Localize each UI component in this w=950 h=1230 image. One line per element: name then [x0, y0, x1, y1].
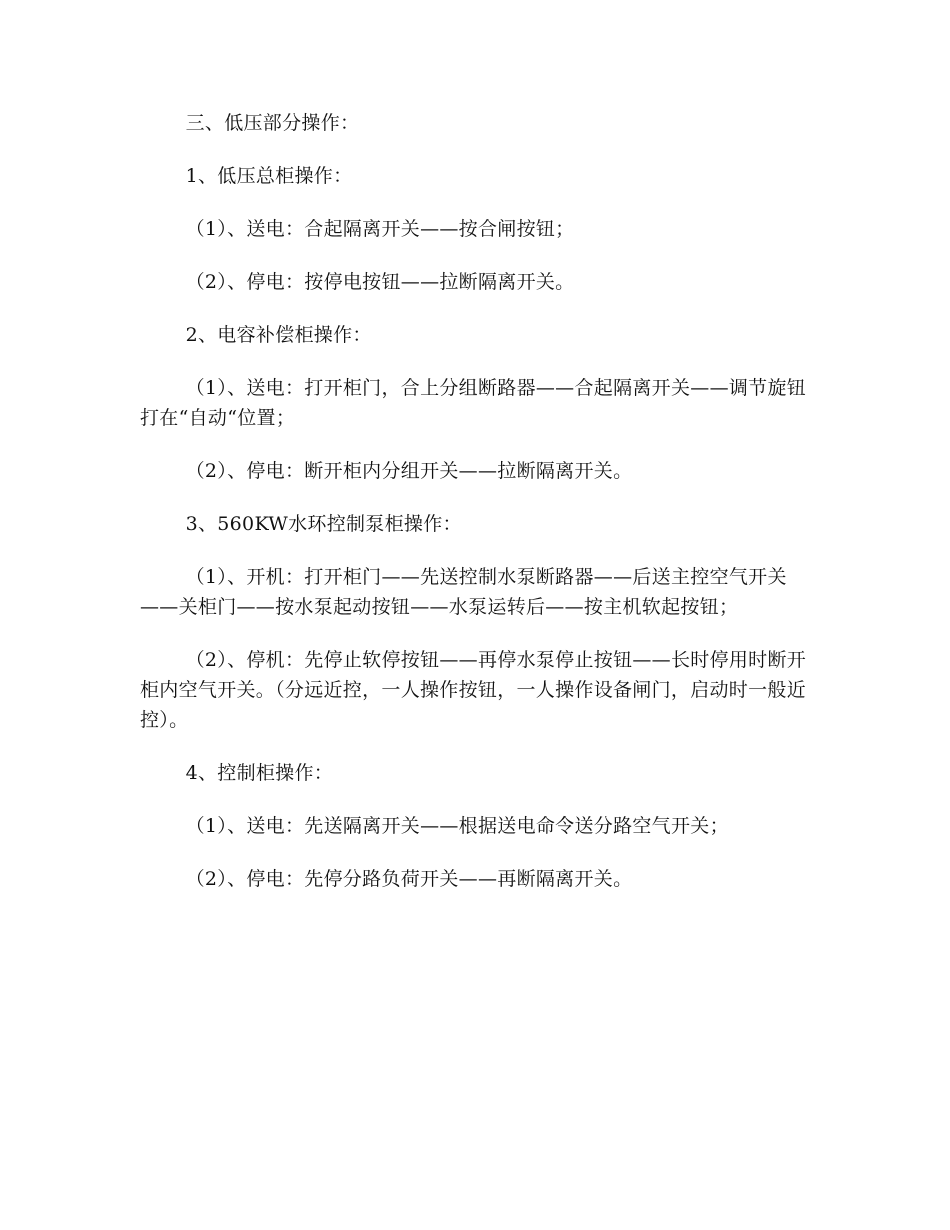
step-paragraph: （2）、停电：先停分路负荷开关——再断隔离开关。	[185, 868, 633, 890]
subsection-heading: 3、560KW水环控制泵柜操作：	[185, 513, 462, 535]
step-paragraph: （1）、送电：合起隔离开关——按合闸按钮；	[185, 218, 575, 240]
subsection-heading: 4、控制柜操作：	[185, 762, 334, 784]
subsection-heading: 1、低压总柜操作：	[185, 165, 353, 187]
document-body	[140, 108, 810, 917]
step-paragraph: （1）、送电：先送隔离开关——根据送电命令送分路空气开关；	[185, 815, 729, 837]
section-heading: 三、低压部分操作：	[185, 112, 360, 134]
step-paragraph: （2）、停电：按停电按钮——拉断隔离开关。	[185, 271, 575, 293]
step-paragraph: （1）、开机：打开柜门——先送控制水泵断路器——后送主控空气开关——关柜门——按水泵起动按钮——水泵运转后——按主机软起按钮；	[140, 566, 787, 618]
step-paragraph: （2）、停机：先停止软停按钮——再停水泵停止按钮——长时停用时断开柜内空气开关。（分远近控，一人操作按钮，一人操作设备闸门，启动时一般近控）。	[140, 649, 807, 731]
step-paragraph: （2）、停电：断开柜内分组开关——拉断隔离开关。	[185, 460, 633, 482]
subsection-heading: 2、电容补偿柜操作：	[185, 324, 372, 346]
step-paragraph: （1）、送电：打开柜门，合上分组断路器——合起隔离开关——调节旋钮打在“自动“位置；	[140, 377, 807, 429]
